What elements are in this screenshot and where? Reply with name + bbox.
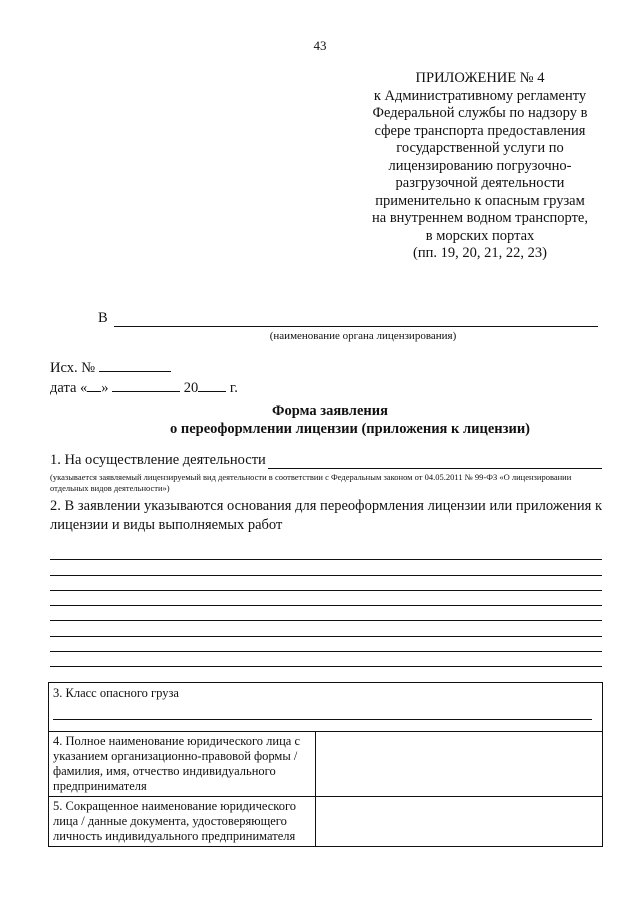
form-title-line1: Форма заявления	[272, 403, 388, 419]
table-row	[49, 732, 603, 797]
answer-line[interactable]	[50, 606, 602, 621]
appendix-line: сфере транспорта предоставления	[374, 122, 586, 139]
item-grounds: 2. В заявлении указываются основания для переоформления лицензии или приложения к лицензии и виды выполняемых работ	[50, 498, 602, 533]
appendix-line: в морских портах	[425, 227, 535, 244]
answer-line[interactable]	[50, 637, 602, 652]
date-year-field[interactable]	[198, 378, 226, 392]
form-title-line2: о переоформлении лицензии (приложения к лицензии)	[169, 421, 530, 437]
outgoing-number-label: Исх. №	[50, 360, 96, 376]
appendix-line: на внутреннем водном транспорте,	[372, 210, 588, 226]
cargo-class-cell[interactable]	[49, 683, 603, 732]
activity-hint: (указывается заявляемый лицензируемый вид деятельности в соответствии с Федеральным законом от 04.05.2011 № 99-ФЗ «О лицензировании отдельных видов деятельности»)	[50, 472, 572, 493]
date-year-prefix: 20	[183, 380, 199, 396]
appendix-line: к Административному регламенту	[373, 87, 587, 104]
date-month-field[interactable]	[112, 378, 180, 392]
answer-line[interactable]	[50, 560, 602, 575]
grounds-answer-lines[interactable]	[50, 545, 602, 683]
appendix-header	[350, 70, 610, 263]
cargo-class-label: 3. Класс опасного груза	[53, 686, 179, 700]
answer-line[interactable]	[50, 591, 602, 606]
table-row	[49, 797, 603, 847]
date-year-suffix: г.	[229, 380, 238, 396]
licensing-authority-hint: (наименование органа лицензирования)	[269, 330, 457, 342]
full-name-field[interactable]	[316, 732, 603, 797]
date-label: дата «	[50, 380, 88, 396]
appendix-line: лицензированию погрузочно-	[388, 157, 572, 174]
answer-line[interactable]	[50, 667, 602, 682]
appendix-line: ПРИЛОЖЕНИЕ № 4	[415, 70, 545, 86]
activity-label: 1. На осуществление деятельности	[50, 452, 266, 468]
activity-field[interactable]	[268, 454, 602, 469]
applicant-table	[48, 682, 603, 847]
appendix-line: государственной услуги по	[396, 140, 564, 156]
outgoing-reference	[50, 358, 238, 398]
licensing-authority-field[interactable]	[114, 312, 598, 327]
answer-line[interactable]	[50, 576, 602, 591]
page-number: 43	[313, 38, 327, 53]
table-row	[49, 683, 603, 732]
item-activity	[50, 452, 602, 494]
cargo-class-field[interactable]	[53, 703, 592, 720]
outgoing-number-field[interactable]	[99, 358, 171, 372]
answer-line[interactable]	[50, 545, 602, 560]
appendix-line: применительно к опасным грузам	[375, 192, 585, 209]
form-title	[0, 402, 640, 438]
appendix-line: разгрузочной деятельности	[395, 175, 565, 191]
answer-line[interactable]	[50, 652, 602, 667]
full-name-label: 4. Полное наименование юридического лица с указанием организационно-правовой формы / фамилия, имя, отчество индивидуального предпринимателя	[49, 732, 316, 797]
short-name-field[interactable]	[316, 797, 603, 847]
addressee-block	[98, 310, 598, 342]
appendix-line: (пп. 19, 20, 21, 22, 23)	[413, 245, 547, 261]
addressee-prefix: В	[98, 310, 108, 326]
date-day-field[interactable]	[87, 378, 101, 392]
date-quote-close: »	[101, 380, 109, 396]
answer-line[interactable]	[50, 621, 602, 636]
short-name-label: 5. Сокращенное наименование юридического лица / данные документа, удостоверяющего личность индивидуального предпринимателя	[49, 797, 316, 847]
appendix-line: Федеральной службы по надзору в	[372, 105, 588, 121]
